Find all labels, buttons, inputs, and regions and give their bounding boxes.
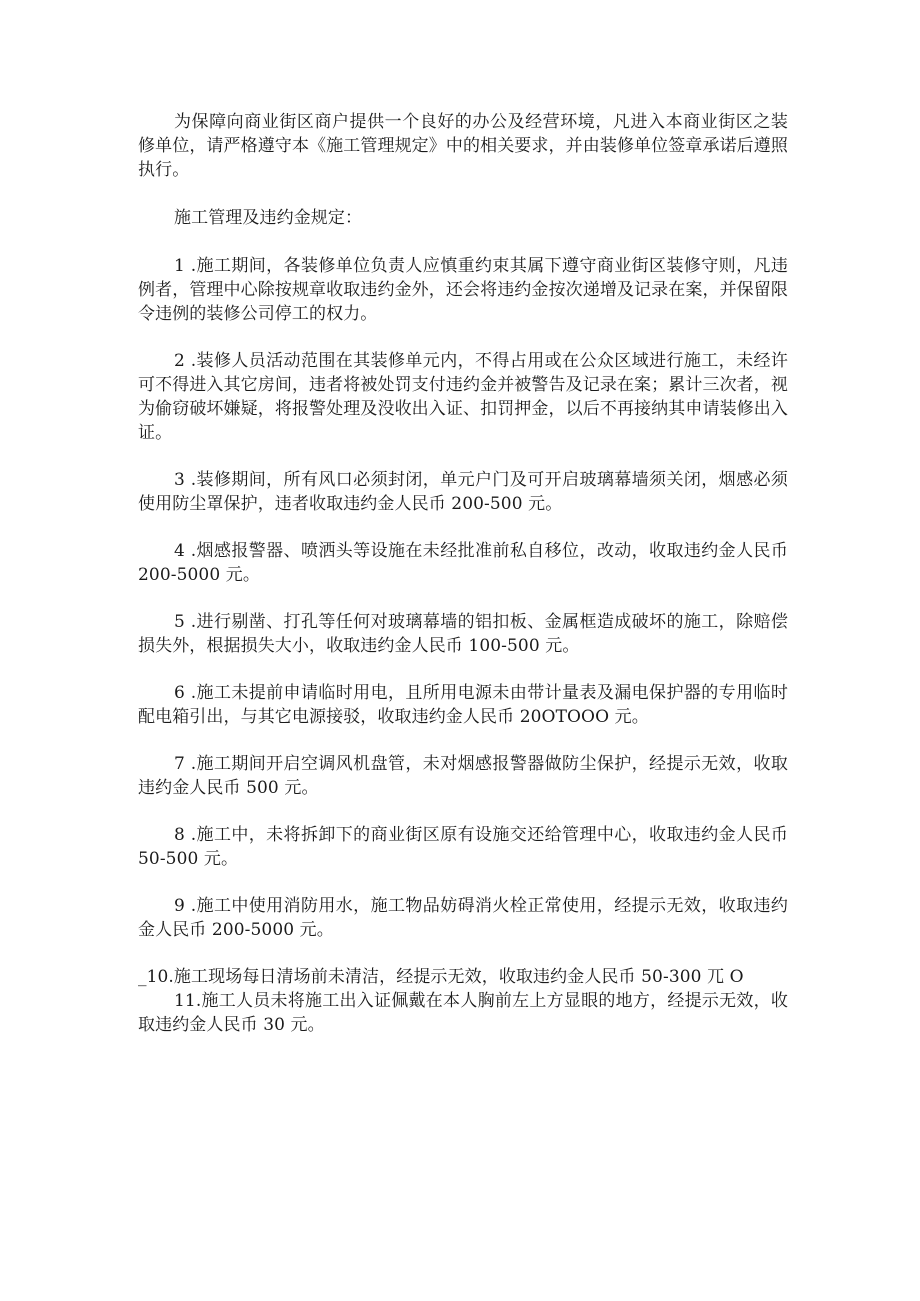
rule-item-3: 3 .装修期间，所有风口必须封闭，单元户门及可开启玻璃幕墙须关闭，烟感必须使用防尘罩保护，违者收取违约金人民币 200-500 元。	[138, 470, 788, 514]
rule-item-9: 9 .施工中使用消防用水，施工物品妨碍消火栓正常使用，经提示无效，收取违约金人民币 200-5000 元。	[138, 896, 788, 940]
document-page	[138, 110, 788, 1060]
rule-item-6: 6 .施工未提前申请临时用电，且所用电源未由带计量表及漏电保护器的专用临时配电箱引出，与其它电源接驳，收取违约金人民币 20OTOOO 元。	[138, 683, 788, 727]
rule-item-10: _10.施工现场每日清场前未清洁，经提示无效，收取违约金人民币 50-300 兀 O	[138, 967, 744, 987]
rule-item-5: 5 .进行剔凿、打孔等任何对玻璃幕墙的铝扣板、金属框造成破坏的施工，除赔偿损失外，根据损失大小，收取违约金人民币 100-500 元。	[138, 612, 788, 656]
rule-item-2: 2 .装修人员活动范围在其装修单元内，不得占用或在公众区域进行施工，未经许可不得进入其它房间，违者将被处罚支付违约金并被警告及记录在案；累计三次者，视为偷窃破坏嫌疑，将报警处理及没收出入证、扣罚押金，以后不再接纳其申请装修出入证。	[138, 351, 788, 443]
rule-item-4: 4 .烟感报警器、喷洒头等设施在未经批准前私自移位，改动，收取违约金人民币 200-5000 元。	[138, 541, 788, 585]
rule-item-8: 8 .施工中，未将拆卸下的商业街区原有设施交还给管理中心，收取违约金人民币 50-500 元。	[138, 825, 788, 869]
intro-paragraph: 为保障向商业街区商户提供一个良好的办公及经营环境，凡进入本商业街区之装修单位，请严格遵守本《施工管理规定》中的相关要求，并由装修单位签章承诺后遵照执行。	[138, 112, 788, 180]
rule-item-1: 1 .施工期间，各装修单位负责人应慎重约束其属下遵守商业街区装修守则，凡违例者，管理中心除按规章收取违约金外，还会将违约金按次递增及记录在案，并保留限令违例的装修公司停工的权力。	[138, 256, 788, 324]
rule-item-11: 11.施工人员未将施工出入证佩戴在本人胸前左上方显眼的地方，经提示无效，收取违约金人民币 30 元。	[138, 991, 788, 1035]
section-heading: 施工管理及违约金规定：	[174, 208, 363, 228]
rule-item-7: 7 .施工期间开启空调风机盘管，未对烟感报警器做防尘保护，经提示无效，收取违约金人民币 500 元。	[138, 754, 788, 798]
